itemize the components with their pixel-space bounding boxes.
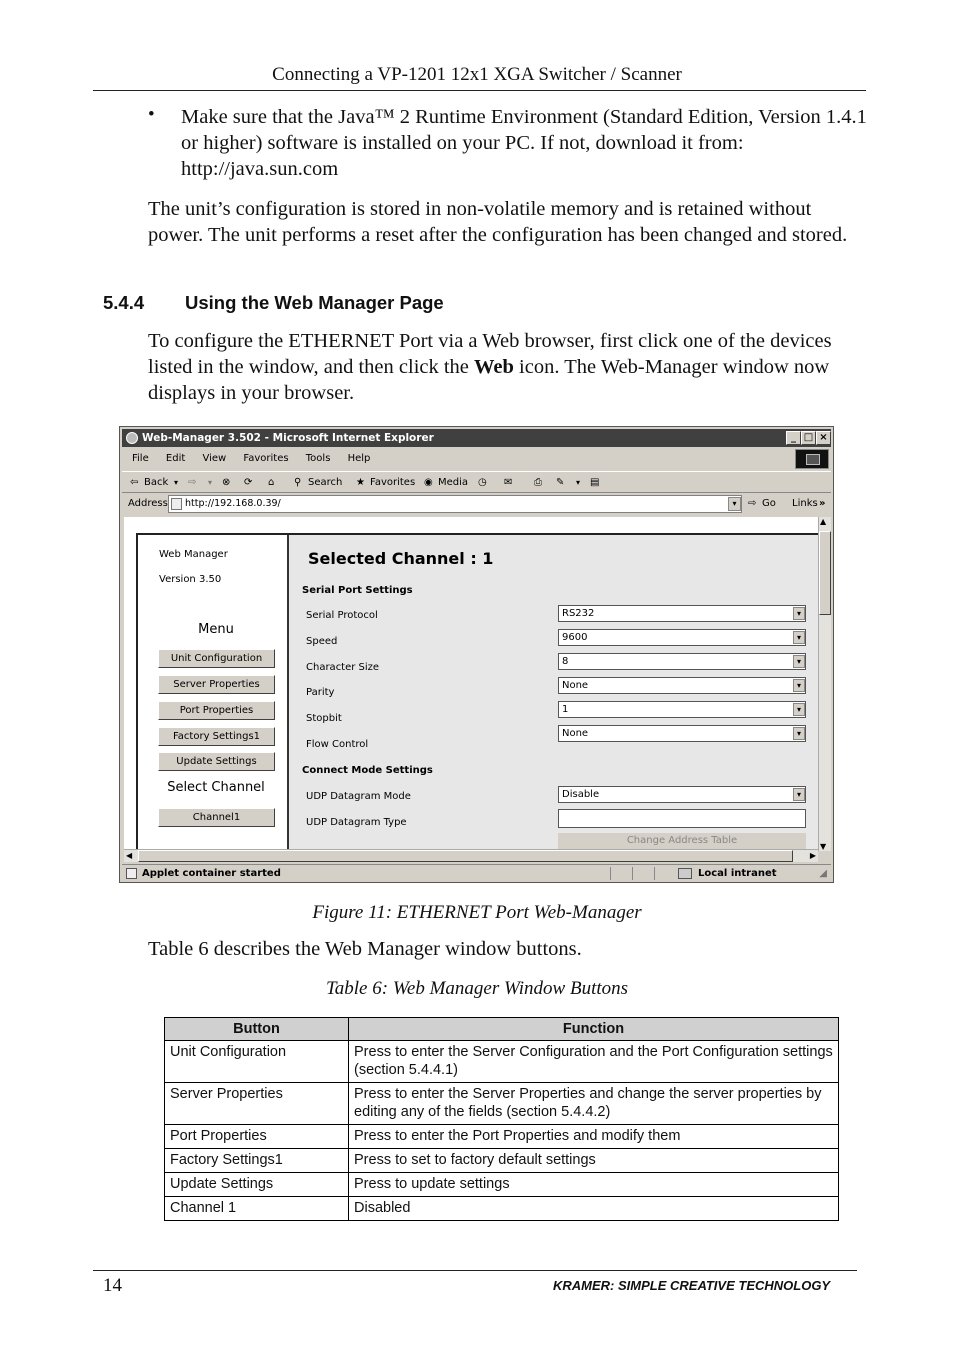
field-label: Serial Protocol	[306, 610, 378, 621]
discuss-icon[interactable]: ▤	[590, 477, 600, 488]
serial-port-heading: Serial Port Settings	[302, 585, 413, 596]
search-icon[interactable]: ⚲	[294, 477, 302, 488]
status-divider	[610, 867, 611, 880]
web-manager-screenshot	[119, 426, 834, 883]
udp-type-label: UDP Datagram Type	[306, 817, 407, 828]
address-dropdown-icon[interactable]: ▾	[728, 497, 741, 511]
chevron-down-icon[interactable]: ▾	[793, 679, 805, 692]
select-value: Disable	[562, 789, 600, 800]
applet-left-panel	[138, 535, 289, 851]
select-value: 8	[562, 656, 569, 667]
go-arrow-icon[interactable]: ⇨	[748, 498, 757, 509]
browser-menubar	[122, 449, 831, 469]
horizontal-scrollbar[interactable]	[124, 849, 818, 862]
footer-rule	[93, 1270, 857, 1271]
field-label: Character Size	[306, 662, 380, 673]
select-value: RS232	[562, 608, 595, 619]
media-icon[interactable]: ◉	[424, 477, 433, 488]
menu-view[interactable]: View	[202, 453, 227, 464]
paragraph-table-intro: Table 6 describes the Web Manager window buttons.	[148, 938, 582, 960]
udp-mode-label: UDP Datagram Mode	[306, 791, 411, 802]
back-button-label[interactable]: Back	[144, 477, 169, 488]
select-value: None	[562, 680, 589, 691]
server-properties-button[interactable]: Server Properties	[158, 675, 275, 694]
menu-edit[interactable]: Edit	[165, 453, 186, 464]
go-button[interactable]: Go	[762, 498, 776, 509]
table-cell: Disabled	[349, 1197, 839, 1221]
table-cell: Press to enter the Server Configuration and the Port Configuration settings (section 5.4.4.1)	[349, 1041, 839, 1083]
mail-icon[interactable]: ✉	[504, 477, 513, 488]
udp-type-input[interactable]	[558, 809, 806, 828]
edit-dropdown-icon[interactable]: ▾	[576, 478, 581, 487]
table-row	[165, 1125, 839, 1149]
stopbit-select[interactable]	[558, 701, 806, 718]
scroll-right-icon[interactable]: ▶	[809, 851, 816, 860]
select-channel-heading: Select Channel	[167, 780, 265, 795]
table-cell: Port Properties	[165, 1125, 349, 1149]
paragraph-web-config	[148, 328, 868, 406]
table-row	[165, 1083, 839, 1125]
field-label: Stopbit	[306, 713, 342, 724]
links-chevron-icon[interactable]: »	[819, 498, 826, 509]
serial-protocol-select[interactable]	[558, 605, 806, 622]
table-row	[165, 1149, 839, 1173]
chevron-down-icon[interactable]: ▾	[793, 655, 805, 668]
product-version: Version 3.50	[159, 574, 222, 585]
status-left-text: Applet container started	[142, 868, 281, 879]
parity-select[interactable]	[558, 677, 806, 694]
address-input[interactable]	[168, 495, 742, 513]
table-row	[165, 1173, 839, 1197]
address-label: Address	[128, 498, 168, 509]
menu-heading: Menu	[198, 622, 234, 637]
header-rule	[93, 90, 866, 91]
windows-throbber-icon	[795, 449, 829, 469]
back-dropdown-icon[interactable]: ▾	[174, 478, 179, 487]
buttons-table	[164, 1017, 839, 1221]
table-cell: Server Properties	[165, 1083, 349, 1125]
unit-configuration-button[interactable]: Unit Configuration	[158, 649, 275, 668]
browser-content	[124, 517, 818, 851]
browser-toolbar	[122, 471, 831, 493]
table-cell: Press to set to factory default settings	[349, 1149, 839, 1173]
port-properties-button[interactable]: Port Properties	[158, 701, 275, 720]
scroll-down-icon[interactable]: ▼	[820, 842, 827, 851]
status-divider	[632, 867, 633, 880]
udp-mode-select[interactable]	[558, 786, 806, 803]
scroll-left-icon[interactable]: ◀	[126, 851, 133, 860]
page-icon	[171, 498, 182, 510]
menu-file[interactable]: File	[132, 453, 149, 464]
column-header: Button	[165, 1018, 349, 1041]
maximize-button[interactable]: □	[801, 431, 816, 445]
scroll-up-icon[interactable]: ▲	[820, 517, 827, 526]
forward-arrow-icon[interactable]: ⇨	[188, 477, 197, 488]
close-button[interactable]: ×	[816, 431, 831, 445]
field-label: Flow Control	[306, 739, 369, 750]
favorites-icon[interactable]: ★	[356, 477, 365, 488]
page-number: 14	[103, 1275, 122, 1296]
select-value: None	[562, 728, 589, 739]
address-bar	[122, 493, 831, 515]
paragraph-config-storage: The unit’s configuration is stored in non-volatile memory and is retained without power. The unit performs a reset after the configuration has been changed and stored.	[148, 198, 848, 246]
table-cell: Press to enter the Port Properties and modify them	[349, 1125, 839, 1149]
intranet-zone-icon	[678, 868, 692, 879]
chevron-down-icon[interactable]: ▾	[793, 727, 805, 740]
menu-help[interactable]: Help	[347, 453, 371, 464]
table-row	[165, 1197, 839, 1221]
links-button[interactable]: Links	[792, 498, 818, 509]
menu-tools[interactable]: Tools	[305, 453, 331, 464]
table-cell: Unit Configuration	[165, 1041, 349, 1083]
channel1-button[interactable]: Channel1	[158, 808, 275, 827]
chevron-down-icon[interactable]: ▾	[793, 788, 805, 801]
factory-settings-button[interactable]: Factory Settings1	[158, 727, 275, 746]
section-title: Using the Web Manager Page	[185, 292, 444, 313]
bullet-icon: •	[148, 104, 155, 125]
address-value: http://192.168.0.39/	[185, 498, 281, 509]
connect-mode-heading: Connect Mode Settings	[302, 765, 433, 776]
select-value: 9600	[562, 632, 588, 643]
forward-dropdown-icon[interactable]: ▾	[208, 478, 213, 487]
minimize-button[interactable]: _	[786, 431, 801, 445]
table-cell: Press to enter the Server Properties and change the server properties by editing any of the fields (section 5.4.4.2)	[349, 1083, 839, 1125]
edit-icon[interactable]: ✎	[556, 477, 565, 488]
table-caption: Table 6: Web Manager Window Buttons	[325, 978, 629, 999]
stop-icon[interactable]: ⊗	[222, 477, 231, 488]
window-title: Web-Manager 3.502 - Microsoft Internet Explorer	[142, 432, 434, 444]
product-name: Web Manager	[159, 549, 228, 560]
para2-text-b: icon. The Web-Manager window now displays in your browser.	[148, 356, 830, 404]
para2-text-a: To configure the ETHERNET Port via a Web browser, first click one of the devices listed in the window, and then click the	[148, 330, 832, 378]
chevron-down-icon[interactable]: ▾	[793, 703, 805, 716]
table-row	[165, 1041, 839, 1083]
home-icon[interactable]: ⌂	[268, 477, 275, 488]
update-settings-button[interactable]: Update Settings	[158, 752, 275, 771]
resize-grip-icon[interactable]: ◢	[819, 868, 827, 879]
table-cell: Factory Settings1	[165, 1149, 349, 1173]
horizontal-scroll-thumb[interactable]	[138, 850, 793, 862]
vertical-scrollbar[interactable]	[818, 517, 831, 851]
running-header: Connecting a VP-1201 12x1 XGA Switcher / Scanner	[272, 64, 682, 85]
menu-favorites[interactable]: Favorites	[243, 453, 289, 464]
chevron-down-icon[interactable]: ▾	[793, 631, 805, 644]
field-label: Speed	[306, 636, 338, 647]
window-titlebar	[122, 429, 831, 447]
select-value: 1	[562, 704, 569, 715]
table-cell: Press to update settings	[349, 1173, 839, 1197]
ie-logo-icon	[126, 432, 138, 444]
section-number: 5.4.4	[103, 292, 145, 313]
table-header-row	[165, 1018, 839, 1041]
chevron-down-icon[interactable]: ▾	[793, 607, 805, 620]
vertical-scroll-thumb[interactable]	[819, 531, 831, 615]
table-cell: Update Settings	[165, 1173, 349, 1197]
character-size-select[interactable]	[558, 653, 806, 670]
search-button-label[interactable]: Search	[308, 477, 343, 488]
applet-status-icon	[126, 868, 137, 879]
flow-control-select[interactable]	[558, 725, 806, 742]
footer-brand: KRAMER: SIMPLE CREATIVE TECHNOLOGY	[553, 1278, 831, 1293]
para2-bold-web: Web	[474, 356, 514, 378]
back-arrow-icon[interactable]: ⇦	[130, 477, 139, 488]
field-label: Parity	[306, 687, 335, 698]
refresh-icon[interactable]: ⟳	[244, 477, 253, 488]
column-header: Function	[349, 1018, 839, 1041]
history-icon[interactable]: ◷	[478, 477, 487, 488]
status-right-text: Local intranet	[698, 868, 777, 879]
figure-caption: Figure 11: ETHERNET Port Web-Manager	[312, 902, 642, 923]
change-address-table-button[interactable]: Change Address Table	[558, 833, 806, 849]
web-manager-applet	[136, 533, 818, 851]
bullet-text: Make sure that the Java™ 2 Runtime Environment (Standard Edition, Version 1.4.1 or higher) software is installed on your PC. If not, download it from: http://java.sun.com	[181, 106, 867, 180]
print-icon[interactable]: ⎙	[534, 477, 542, 488]
media-button-label[interactable]: Media	[438, 477, 469, 488]
speed-select[interactable]	[558, 629, 806, 646]
status-bar	[122, 864, 831, 881]
status-divider	[654, 867, 655, 880]
table-cell: Channel 1	[165, 1197, 349, 1221]
favorites-button-label[interactable]: Favorites	[370, 477, 416, 488]
selected-channel-title: Selected Channel : 1	[308, 549, 494, 568]
